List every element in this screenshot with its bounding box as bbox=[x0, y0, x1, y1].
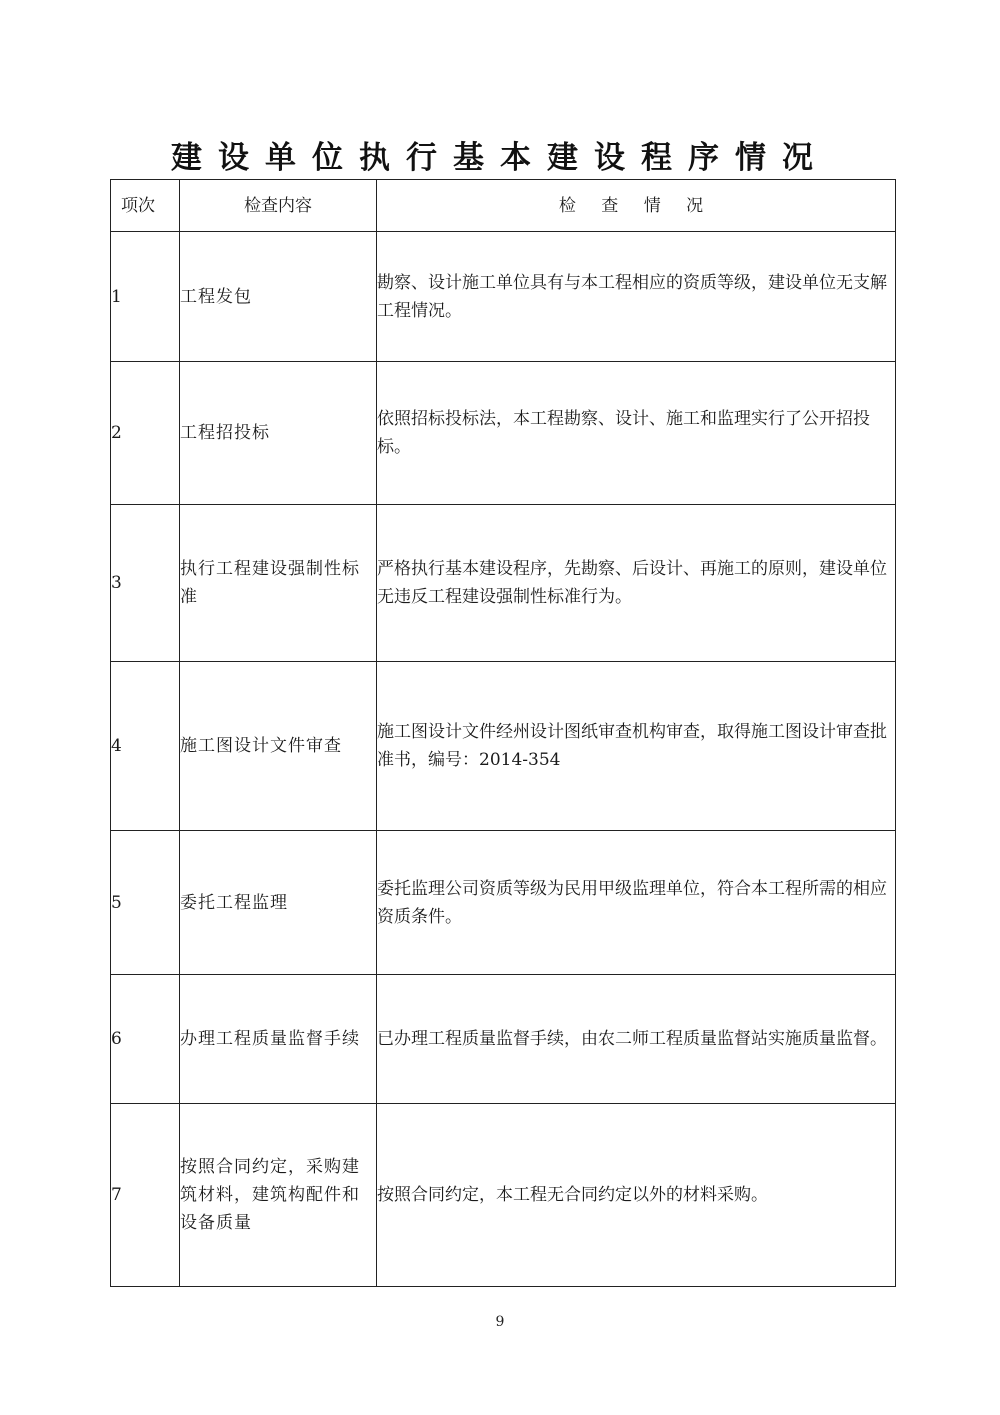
table-row bbox=[111, 232, 896, 362]
row-result: 施工图设计文件经州设计图纸审查机构审查，取得施工图设计审查批准书，编号：2014-354 bbox=[377, 662, 896, 831]
table-row bbox=[111, 831, 896, 975]
inspection-table bbox=[110, 179, 896, 1287]
row-index: 4 bbox=[111, 662, 180, 831]
row-item: 工程发包 bbox=[180, 232, 377, 362]
row-item: 按照合同约定，采购建筑材料，建筑构配件和设备质量 bbox=[180, 1104, 377, 1287]
row-result: 严格执行基本建设程序，先勘察、后设计、再施工的原则，建设单位无违反工程建设强制性标准行为。 bbox=[377, 505, 896, 662]
table-row bbox=[111, 975, 896, 1104]
row-item: 办理工程质量监督手续 bbox=[180, 975, 377, 1104]
header-item: 检查内容 bbox=[180, 180, 377, 232]
row-item: 施工图设计文件审查 bbox=[180, 662, 377, 831]
row-item: 工程招投标 bbox=[180, 362, 377, 505]
row-index: 3 bbox=[111, 505, 180, 662]
row-result: 按照合同约定，本工程无合同约定以外的材料采购。 bbox=[377, 1104, 896, 1287]
header-result: 检 查 情 况 bbox=[377, 180, 896, 232]
row-result: 依照招标投标法，本工程勘察、设计、施工和监理实行了公开招投标。 bbox=[377, 362, 896, 505]
row-result: 委托监理公司资质等级为民用甲级监理单位，符合本工程所需的相应资质条件。 bbox=[377, 831, 896, 975]
row-result: 勘察、设计施工单位具有与本工程相应的资质等级，建设单位无支解工程情况。 bbox=[377, 232, 896, 362]
table-row bbox=[111, 1104, 896, 1287]
row-item: 执行工程建设强制性标准 bbox=[180, 505, 377, 662]
row-result: 已办理工程质量监督手续，由农二师工程质量监督站实施质量监督。 bbox=[377, 975, 896, 1104]
row-index: 1 bbox=[111, 232, 180, 362]
page-number: 9 bbox=[495, 1314, 505, 1330]
table-header-row bbox=[111, 180, 896, 232]
page-title: 建设单位执行基本建设程序情况 bbox=[171, 140, 829, 176]
table-row bbox=[111, 362, 896, 505]
header-index: 项次 bbox=[111, 180, 180, 232]
table-row bbox=[111, 505, 896, 662]
row-item: 委托工程监理 bbox=[180, 831, 377, 975]
row-index: 2 bbox=[111, 362, 180, 505]
table-row bbox=[111, 662, 896, 831]
row-index: 6 bbox=[111, 975, 180, 1104]
row-index: 5 bbox=[111, 831, 180, 975]
row-index: 7 bbox=[111, 1104, 180, 1287]
